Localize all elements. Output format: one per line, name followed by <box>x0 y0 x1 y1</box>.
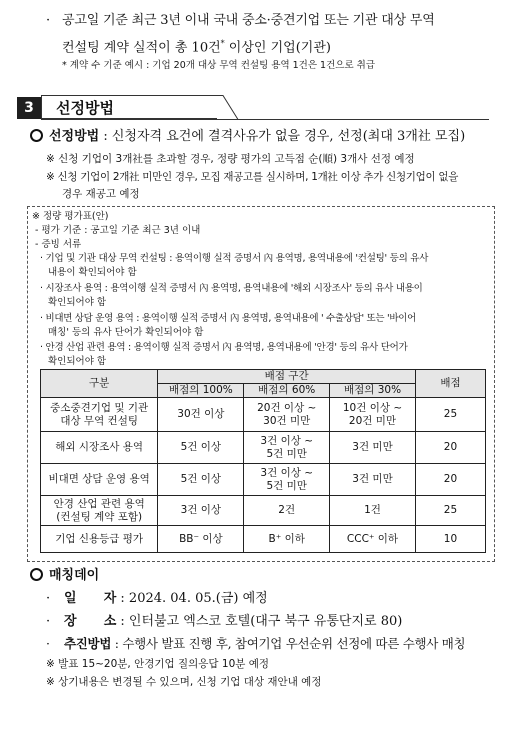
cell-100: 5건 이상 <box>158 432 244 464</box>
row-name: 기업 신용등급 평가 <box>41 526 158 553</box>
eval-documents: - 증빙 서류 <box>35 239 82 250</box>
table-row <box>41 432 486 464</box>
bullet-dot: · <box>46 591 51 606</box>
matching-method-label: 추진방법 <box>64 636 112 651</box>
cell-60: 3건 이상 ~ <box>260 466 313 479</box>
cell-30: 3건 미만 <box>330 432 416 464</box>
footnote-marker: * <box>220 39 225 48</box>
selection-note-2b: 경우 재공고 예정 <box>62 188 140 200</box>
eval-title: ※ 정량 평가표(안) <box>32 211 109 222</box>
cell-30: 3건 미만 <box>330 464 416 496</box>
cell-60-2: 30건 미만 <box>263 414 311 427</box>
eval-doc-2b: 확인되어야 함 <box>48 297 107 308</box>
header-60: 배점의 60% <box>244 384 330 398</box>
matching-date <box>46 589 268 609</box>
bullet-dot: · <box>46 636 50 651</box>
table-row <box>41 526 486 553</box>
cell-60: 3건 이상 ~ <box>260 434 313 447</box>
cell-score: 25 <box>415 496 485 526</box>
row-name-2: 대상 무역 컨설팅 <box>60 414 138 427</box>
eval-doc-2: · 시장조사 용역 : 용역이행 실적 증명서 內 용역명, 용역내용에 '해외 시장조사' 등의 유사 내용이 <box>40 283 423 294</box>
cell-30-2: 20건 미만 <box>348 414 397 427</box>
cell-60-2: 5건 미만 <box>266 479 307 492</box>
eval-criteria: - 평가 기준 : 공고일 기준 최근 3년 이내 <box>35 225 201 236</box>
top-bullet: · <box>46 13 51 28</box>
header-range: 배점 구간 <box>158 370 416 384</box>
eval-doc-3b: 매칭' 등의 유사 단어가 확인되어야 함 <box>48 327 204 338</box>
cell-score: 20 <box>415 464 485 496</box>
qualification-line-1: 공고일 기준 최근 3년 이내 국내 중소·중견기업 또는 기관 대상 무역 <box>62 13 435 28</box>
matching-date-label: 일 자 <box>64 591 117 606</box>
cell-score: 10 <box>415 526 485 553</box>
cell-score: 20 <box>415 432 485 464</box>
section-title: 선정방법 <box>41 95 217 119</box>
eval-doc-4b: 확인되어야 함 <box>48 356 107 367</box>
matching-note-1: ※ 발표 15~20분, 안경기업 질의응답 10분 예정 <box>46 658 270 670</box>
row-name-2: (컨설팅 계약 포함) <box>56 510 143 523</box>
cell-100: 5건 이상 <box>158 464 244 496</box>
header-100: 배점의 100% <box>158 384 244 398</box>
table-row <box>41 464 486 496</box>
header-30: 배점의 30% <box>330 384 416 398</box>
cell-60: 20건 이상 ~ <box>257 401 317 414</box>
row-name: 중소중견기업 및 기관 <box>50 401 149 414</box>
section-title-tail <box>215 95 239 120</box>
selection-note-1: ※ 신청 기업이 3개社를 초과할 경우, 정량 평가의 고득점 순(順) 3개사 선정 예정 <box>46 153 415 165</box>
cell-100: 30건 이상 <box>158 398 244 432</box>
selection-method <box>30 127 465 147</box>
score-table <box>40 369 486 553</box>
row-name: 해외 시장조사 용역 <box>41 432 158 464</box>
eval-doc-3: · 비대면 상담 운영 용역 : 용역이행 실적 증명서 內 용역명, 용역내용에 ' 수출상담' 또는 '바이어 <box>40 313 416 324</box>
selection-method-text: : 신청자격 요건에 결격사유가 없을 경우, 선정(최대 3개社 모집) <box>99 129 466 144</box>
qualification-line-2 <box>62 33 331 59</box>
cell-100: 3건 이상 <box>158 496 244 526</box>
qualification-line-2-text: 컨설팅 계약 실적이 총 10건 <box>62 40 221 56</box>
cell-60-2: 5건 미만 <box>266 447 307 460</box>
cell-30: 10건 이상 ~ <box>342 401 403 414</box>
contract-count-note: * 계약 수 기준 예시 : 기업 20개 대상 무역 컨설팅 용역 1건은 1건으로 취급 <box>62 60 376 71</box>
circle-bullet-icon <box>30 568 43 581</box>
circle-bullet-icon <box>30 129 43 142</box>
cell-100: BB⁻ 이상 <box>158 526 244 553</box>
matching-place-value: : 인터불고 엑스코 호텔(대구 북구 유통단지로 80) <box>116 614 403 629</box>
selection-note-2a: ※ 신청 기업이 2개社 미만인 경우, 모집 재공고를 실시하며, 1개社 이상 추가 신청기업이 없을 <box>46 171 459 183</box>
cell-score: 25 <box>415 398 485 432</box>
cell-30: CCC⁺ 이하 <box>330 526 416 553</box>
section-number: 3 <box>17 97 41 119</box>
section-underline <box>41 119 489 120</box>
qualification-line-2-end: 이상인 기업(기관) <box>224 40 331 56</box>
cell-30: 1건 <box>330 496 416 526</box>
eval-doc-4: · 안경 산업 관련 용역 : 용역이행 실적 증명서 內 용역명, 용역내용에 '안경' 등의 유사 단어가 <box>40 342 408 353</box>
matching-day-heading <box>30 566 99 586</box>
matching-place <box>46 612 402 632</box>
table-row <box>41 496 486 526</box>
row-name: 비대면 상담 운영 용역 <box>41 464 158 496</box>
matching-method-value: : 수행사 발표 진행 후, 참여기업 우선순위 선정에 따른 수행사 매칭 <box>111 636 466 651</box>
header-score: 배점 <box>415 370 485 398</box>
row-name: 안경 산업 관련 용역 <box>53 497 145 510</box>
cell-60: B⁺ 이하 <box>244 526 330 553</box>
matching-note-2: ※ 상기내용은 변경될 수 있으며, 신청 기업 대상 재안내 예정 <box>46 676 322 688</box>
bullet-dot: · <box>46 614 51 629</box>
matching-date-value: : 2024. 04. 05.(금) 예정 <box>116 591 268 606</box>
matching-day-title: 매칭데이 <box>49 568 100 583</box>
eval-doc-1b: 내용이 확인되어야 함 <box>48 267 137 278</box>
matching-method <box>46 634 465 654</box>
selection-method-label: 선정방법 <box>49 129 100 144</box>
header-item: 구분 <box>41 370 158 398</box>
table-row <box>41 398 486 432</box>
cell-60: 2건 <box>244 496 330 526</box>
eval-doc-1: · 기업 및 기관 대상 무역 컨설팅 : 용역이행 실적 증명서 內 용역명, 용역내용에 '컨설팅' 등의 유사 <box>40 253 429 264</box>
matching-place-label: 장 소 <box>64 614 117 629</box>
